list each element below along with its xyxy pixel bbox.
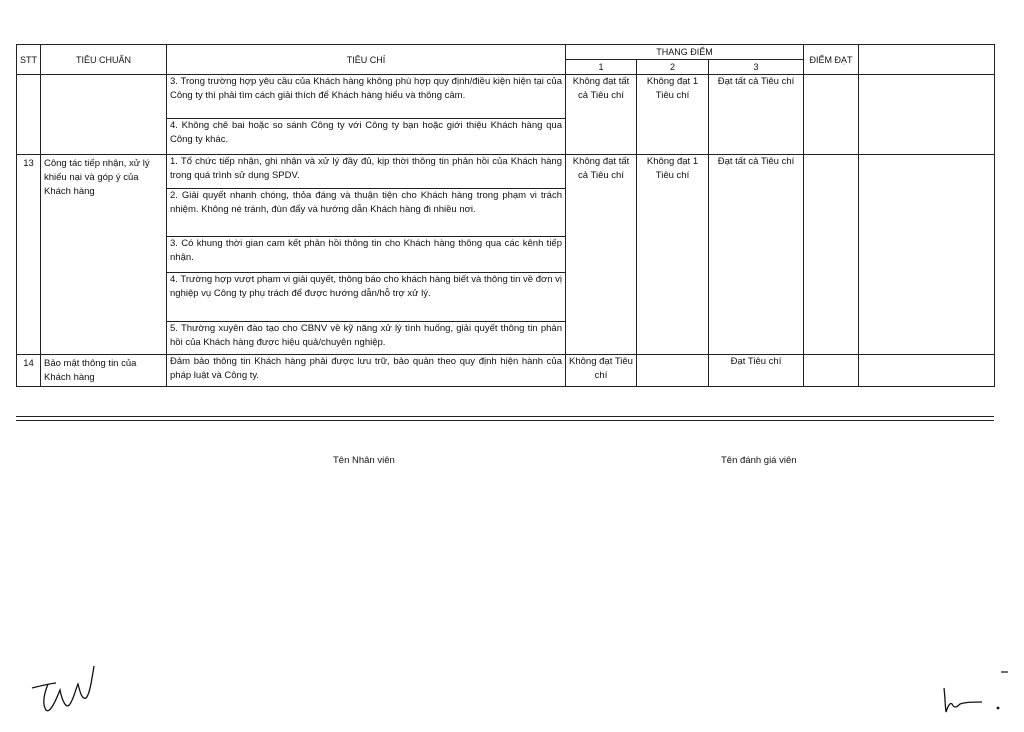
standard-cell [41, 75, 167, 155]
employee-signature-label: Tên Nhân viên [333, 455, 395, 466]
header-blank [859, 45, 995, 75]
header-row [17, 45, 995, 60]
blank-cell [859, 75, 995, 155]
header-standard: TIÊU CHUẨN [41, 45, 167, 75]
initials-signature-mark [30, 660, 110, 716]
header-score-achieved: ĐIỂM ĐẠT [804, 45, 859, 75]
header-criteria: TIÊU CHÍ [167, 45, 566, 75]
table-row [17, 75, 995, 119]
evaluator-initials-mark [938, 684, 1010, 716]
score-achieved-cell[interactable] [804, 155, 859, 355]
criterion-cell: 3. Trong trường hợp yêu cầu của Khách hàng không phù hợp quy định/điều kiện hiện tại của Công ty thì phải tìm cách giải thích để Khách hàng hiểu và thông cảm. [167, 75, 566, 119]
score-3-cell: Đạt Tiêu chí [709, 355, 804, 387]
header-stt: STT [17, 45, 41, 75]
edge-mark [1000, 668, 1010, 676]
evaluator-signature-label: Tên đánh giá viên [721, 455, 797, 466]
score-achieved-cell[interactable] [804, 355, 859, 387]
standard-cell: Bảo mật thông tin của Khách hàng [41, 355, 167, 387]
score-3-cell: Đạt tất cả Tiêu chí [709, 155, 804, 355]
header-level-2: 2 [637, 60, 709, 75]
header-scale: THANG ĐIỂM [566, 45, 804, 60]
header-level-1: 1 [566, 60, 637, 75]
header-level-3: 3 [709, 60, 804, 75]
criterion-cell: 2. Giải quyết nhanh chóng, thỏa đáng và thuận tiện cho Khách hàng trong phạm vi trách nhiệm. Không né tránh, đùn đẩy và hướng dẫn Khách hàng đi nhiều nơi. [167, 189, 566, 237]
table-bottom-rule [16, 416, 994, 417]
stt-cell [17, 75, 41, 155]
criterion-cell: 1. Tổ chức tiếp nhận, ghi nhận và xử lý đầy đủ, kịp thời thông tin phản hồi của Khách hàng trong quá trình sử dụng SPDV. [167, 155, 566, 189]
criterion-cell: Đảm bảo thông tin Khách hàng phải được lưu trữ, bảo quản theo quy định hiện hành của pháp luật và Công ty. [167, 355, 566, 387]
blank-cell [859, 355, 995, 387]
table-row [17, 155, 995, 189]
stt-cell: 13 [17, 155, 41, 355]
score-achieved-cell[interactable] [804, 75, 859, 155]
evaluation-table [16, 44, 995, 387]
score-2-cell: Không đạt 1 Tiêu chí [637, 75, 709, 155]
blank-cell [859, 155, 995, 355]
score-3-cell: Đạt tất cả Tiêu chí [709, 75, 804, 155]
criterion-cell: 4. Trường hợp vượt phạm vi giải quyết, thông báo cho khách hàng biết và thông tin về đơn vị nghiệp vụ Công ty phụ trách để được hướng dẫn/hỗ trợ xử lý. [167, 273, 566, 322]
table-row [17, 355, 995, 387]
criterion-cell: 5. Thường xuyên đào tạo cho CBNV về kỹ năng xử lý tình huống, giải quyết thông tin phản hồi của Khách hàng được hiệu quả/chuyên nghiệp. [167, 322, 566, 355]
standard-cell: Công tác tiếp nhận, xử lý khiếu nại và góp ý của Khách hàng [41, 155, 167, 355]
score-1-cell: Không đạt tất cả Tiêu chí [566, 75, 637, 155]
score-2-cell: Không đạt 1 Tiêu chí [637, 155, 709, 355]
score-2-cell [637, 355, 709, 387]
criterion-cell: 4. Không chê bai hoặc so sánh Công ty với Công ty bạn hoặc giới thiệu Khách hàng qua Công ty khác. [167, 119, 566, 155]
score-1-cell: Không đạt tất cả Tiêu chí [566, 155, 637, 355]
criterion-cell: 3. Có khung thời gian cam kết phản hồi thông tin cho Khách hàng thông qua các kênh tiếp nhận. [167, 237, 566, 273]
table-bottom-rule-double [16, 420, 994, 421]
stt-cell: 14 [17, 355, 41, 387]
score-1-cell: Không đạt Tiêu chí [566, 355, 637, 387]
